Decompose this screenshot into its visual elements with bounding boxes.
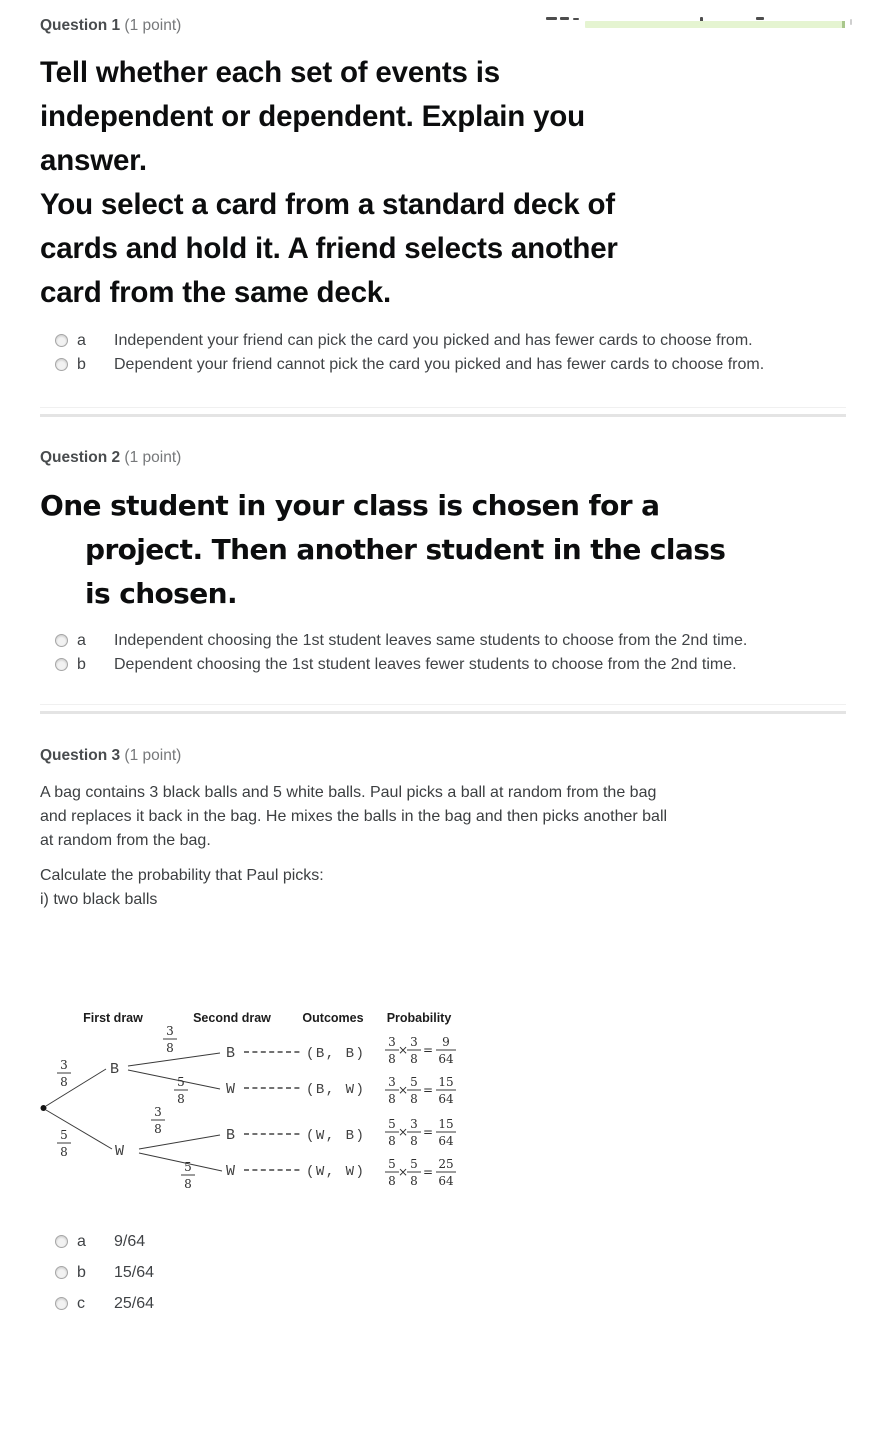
tree-node-label: W xyxy=(226,1081,236,1098)
calc-fraction: 64 xyxy=(438,1092,454,1106)
multiply-sign: × xyxy=(397,1165,409,1179)
page-progress-bar xyxy=(585,21,845,28)
q2-option-a[interactable] xyxy=(40,629,846,653)
q2-option-b[interactable] xyxy=(40,653,846,677)
question-points: (1 point) xyxy=(124,17,182,34)
option-text: Independent choosing the 1st student leaves same students to choose from the 2nd time. xyxy=(114,632,748,649)
tree-header-outcomes: Outcomes xyxy=(302,1011,364,1025)
calc-fraction: 64 xyxy=(438,1134,454,1148)
equals-sign: = xyxy=(422,1125,434,1139)
tree-calc-row xyxy=(385,1035,456,1066)
tree-branch-probability: 8 xyxy=(60,1075,68,1089)
tree-branch-line xyxy=(128,1053,220,1066)
option-letter: a xyxy=(77,332,86,349)
question-number: Question 2 xyxy=(40,449,121,466)
tree-branch-line xyxy=(46,1069,106,1106)
paragraph-line: and replaces it back in the bag. He mixes the balls in the bag and then picks another ball xyxy=(40,808,668,825)
tree-header-first-draw: First draw xyxy=(83,1011,143,1025)
tree-branch-probability: 8 xyxy=(166,1041,174,1055)
question-1-options xyxy=(40,329,846,377)
section-divider xyxy=(40,407,846,418)
tree-branch-line xyxy=(139,1153,222,1171)
tree-calc-row xyxy=(385,1075,456,1106)
tree-node-label: B xyxy=(226,1045,236,1062)
q3-option-a-radio[interactable] xyxy=(55,1235,68,1248)
question-heading-line: project. Then another student in the class xyxy=(85,533,726,566)
calc-fraction: 3 xyxy=(388,1075,396,1089)
question-points: (1 point) xyxy=(124,747,182,764)
clipped-text-mark xyxy=(756,17,764,20)
question-2-label xyxy=(40,449,846,467)
multiply-sign: × xyxy=(397,1043,409,1057)
tree-outcome: (B, B) xyxy=(306,1046,366,1062)
calc-fraction: 3 xyxy=(388,1035,396,1049)
tree-outcome: (B, W) xyxy=(306,1082,366,1098)
tree-root-node xyxy=(41,1105,47,1111)
clipped-text-mark xyxy=(850,19,852,25)
tree-node-label: B xyxy=(226,1127,236,1144)
q2-option-b-radio[interactable] xyxy=(55,658,68,671)
question-points: (1 point) xyxy=(124,449,182,466)
calc-fraction: 8 xyxy=(410,1052,418,1066)
calc-fraction: 5 xyxy=(410,1075,418,1089)
tree-branch-line xyxy=(128,1070,220,1089)
calc-fraction: 3 xyxy=(410,1117,418,1131)
probability-tree-diagram xyxy=(40,1006,460,1198)
q1-option-b[interactable] xyxy=(40,353,846,377)
calc-fraction: 8 xyxy=(388,1052,396,1066)
tree-calc-row xyxy=(385,1157,456,1188)
question-3-paragraph xyxy=(40,781,846,853)
option-text: Dependent your friend cannot pick the card you picked and has fewer cards to choose from. xyxy=(114,356,765,373)
tree-branch-probability: 3 xyxy=(166,1024,174,1038)
q1-option-b-radio[interactable] xyxy=(55,358,68,371)
equals-sign: = xyxy=(422,1043,434,1057)
calc-fraction: 5 xyxy=(410,1157,418,1171)
question-1-section xyxy=(40,17,846,377)
tree-outcome: (W, W) xyxy=(306,1164,366,1180)
option-text: 9/64 xyxy=(114,1233,146,1250)
prompt-line: Calculate the probability that Paul picks: xyxy=(40,867,324,884)
question-3-section xyxy=(40,747,846,1316)
tree-header-probability: Probability xyxy=(386,1011,452,1025)
q1-option-a[interactable] xyxy=(40,329,846,353)
calc-fraction: 8 xyxy=(388,1092,396,1106)
paragraph-line: A bag contains 3 black balls and 5 white balls. Paul picks a ball at random from the bag xyxy=(40,784,657,801)
option-letter: b xyxy=(77,1264,86,1281)
option-letter: a xyxy=(77,1233,86,1250)
question-2-options xyxy=(40,629,846,677)
tree-branch-probability: 3 xyxy=(60,1058,68,1072)
prompt-subline: i) two black balls xyxy=(40,891,158,908)
equals-sign: = xyxy=(422,1165,434,1179)
question-3-options xyxy=(40,1230,846,1316)
question-heading-line: One student in your class is chosen for a xyxy=(40,489,660,522)
option-text: 15/64 xyxy=(114,1264,155,1281)
clipped-text-mark xyxy=(573,18,579,20)
tree-node-label: W xyxy=(115,1143,125,1160)
calc-fraction: 8 xyxy=(410,1174,418,1188)
q1-option-a-radio[interactable] xyxy=(55,334,68,347)
calc-fraction: 25 xyxy=(438,1157,454,1171)
calc-fraction: 8 xyxy=(410,1092,418,1106)
tree-outcome: (W, B) xyxy=(306,1128,366,1144)
calc-fraction: 5 xyxy=(388,1157,396,1171)
tree-branch-line xyxy=(46,1110,112,1149)
calc-fraction: 64 xyxy=(438,1174,454,1188)
q3-option-c[interactable] xyxy=(40,1292,846,1316)
tree-branch-probability: 5 xyxy=(184,1160,192,1174)
question-2-heading xyxy=(40,484,846,616)
q3-option-b-radio[interactable] xyxy=(55,1266,68,1279)
tree-node-label: W xyxy=(226,1163,236,1180)
calc-fraction: 3 xyxy=(410,1035,418,1049)
q2-option-a-radio[interactable] xyxy=(55,634,68,647)
option-text: Independent your friend can pick the card you picked and has fewer cards to choose from. xyxy=(114,332,753,349)
tree-branch-line xyxy=(139,1135,220,1149)
question-2-section xyxy=(40,449,846,677)
tree-branch-probability: 5 xyxy=(60,1128,68,1142)
question-heading-line: card from the same deck. xyxy=(40,276,391,309)
q3-option-a[interactable] xyxy=(40,1230,846,1254)
clipped-text-mark xyxy=(546,17,557,20)
clipped-header-fragment xyxy=(0,17,886,30)
option-text: Dependent choosing the 1st student leaves fewer students to choose from the 2nd time. xyxy=(114,656,737,673)
calc-fraction: 8 xyxy=(388,1174,396,1188)
option-text: 25/64 xyxy=(114,1295,155,1312)
question-1-heading xyxy=(40,51,846,315)
section-divider xyxy=(40,704,846,715)
question-heading-line: answer. xyxy=(40,144,147,177)
q3-option-b[interactable] xyxy=(40,1261,846,1285)
calc-fraction: 15 xyxy=(438,1075,454,1089)
calc-fraction: 15 xyxy=(438,1117,454,1131)
question-3-prompt xyxy=(40,864,846,912)
question-3-label xyxy=(40,747,846,765)
question-heading-line: is chosen. xyxy=(85,577,238,610)
paragraph-line: at random from the bag. xyxy=(40,832,211,849)
tree-branch-probability: 8 xyxy=(177,1092,185,1106)
option-letter: b xyxy=(77,356,86,373)
tree-branch-probability: 8 xyxy=(60,1145,68,1159)
question-heading-line: You select a card from a standard deck of xyxy=(40,188,615,221)
clipped-text-mark xyxy=(560,17,569,20)
calc-fraction: 8 xyxy=(410,1134,418,1148)
option-letter: a xyxy=(77,632,86,649)
calc-fraction: 64 xyxy=(438,1052,454,1066)
calc-fraction: 5 xyxy=(388,1117,396,1131)
question-heading-line: cards and hold it. A friend selects another xyxy=(40,232,618,265)
equals-sign: = xyxy=(422,1083,434,1097)
option-letter: b xyxy=(77,656,86,673)
tree-header-second-draw: Second draw xyxy=(193,1011,271,1025)
tree-branch-probability: 8 xyxy=(184,1177,192,1191)
tree-branch-probability: 3 xyxy=(154,1105,162,1119)
option-letter: c xyxy=(77,1295,85,1312)
question-heading-line: independent or dependent. Explain you xyxy=(40,100,585,133)
multiply-sign: × xyxy=(397,1083,409,1097)
multiply-sign: × xyxy=(397,1125,409,1139)
question-heading-line: Tell whether each set of events is xyxy=(40,56,500,89)
tree-branch-probability: 5 xyxy=(177,1075,185,1089)
q3-option-c-radio[interactable] xyxy=(55,1297,68,1310)
calc-fraction: 9 xyxy=(442,1035,450,1049)
question-number: Question 3 xyxy=(40,747,121,764)
tree-calc-row xyxy=(385,1117,456,1148)
tree-branch-probability: 8 xyxy=(154,1122,162,1136)
question-number: Question 1 xyxy=(40,17,121,34)
tree-node-label: B xyxy=(110,1061,120,1078)
calc-fraction: 8 xyxy=(388,1134,396,1148)
